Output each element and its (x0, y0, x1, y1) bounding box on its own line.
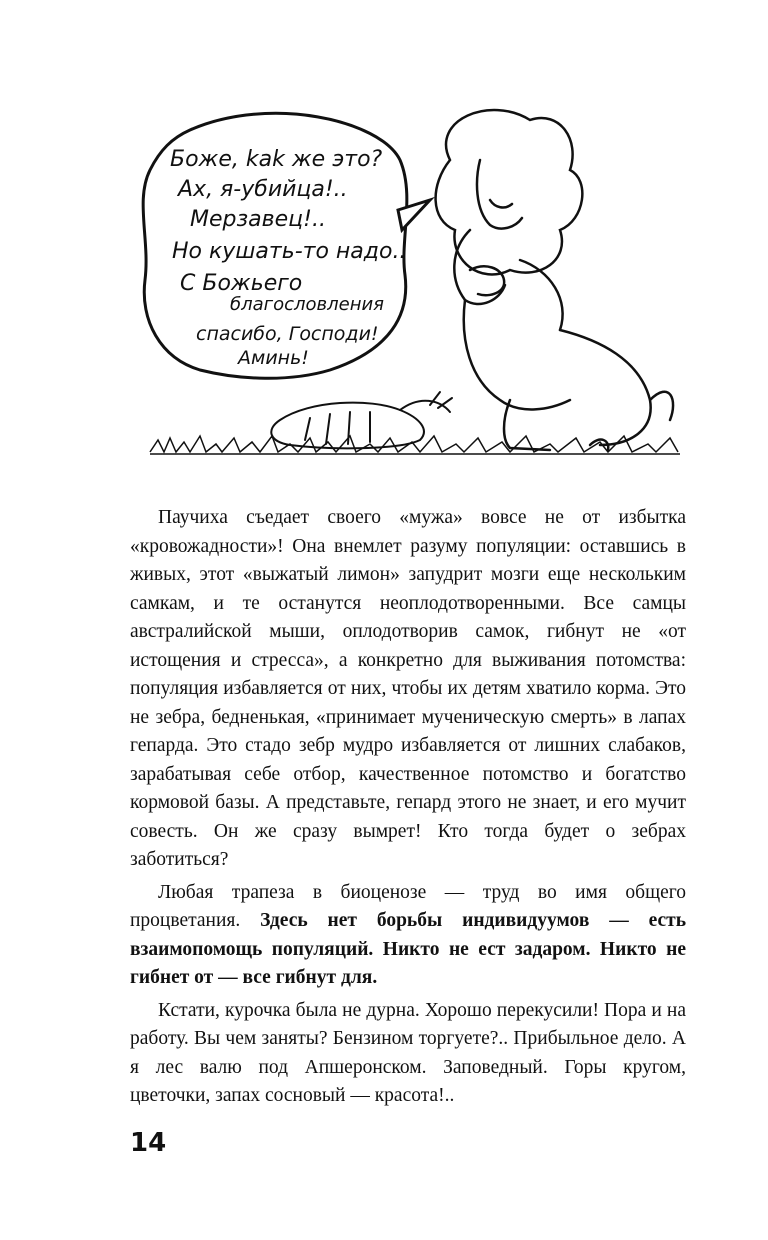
speech-line-5: С Божьего (180, 271, 303, 296)
speech-line-2: Ах, я-убийца!.. (178, 177, 348, 202)
body-text (130, 504, 686, 1115)
zebra-figure (271, 392, 452, 448)
speech-line-6: благословления (230, 294, 385, 315)
paragraph-1: Паучиха съедает своего «мужа» вовсе не от избытка «кровожадности»! Она внемлет разуму популяции: оставшись в живых, этот «выжатый лимон» запудрит мозги еще нескольким самкам, и те останутся неоплодотворенными. Все самцы австралийской мыши, оплодотворив самок, гибнут не «от истощения и стресса», а конкретно для выживания потомства: популяция избавляется от них, чтобы их детям хватило корма. Это не зебра, бедненькая, «принимает мученическую смерть» в лапах гепарда. Это стадо зебр мудро избавляется от лишних слабаков, зарабатывая себе отбор, качественное потомство и богатство кормовой базы. А представьте, гепард этого не знает, и его мучит совесть. Он же сразу вымрет! Кто тогда будет о зебрах заботиться? (130, 507, 686, 870)
speech-line-1: Боже, kak же это? (170, 147, 383, 172)
speech-line-4: Но кушать-то надо.. (172, 239, 407, 264)
speech-line-3: Мерзавец!.. (190, 207, 326, 232)
lion-illustration (130, 100, 690, 480)
paragraph-3: Кстати, курочка была не дурна. Хорошо перекусили! Пора и на работу. Вы чем заняты? Бензином торгуете?.. Прибыльное дело. А я лес валю под Апшеронском. Заповедный. Горы кругом, цветочки, запах сосновый — красота!.. (130, 999, 686, 1106)
lion-drawing (130, 100, 690, 480)
lion-figure (436, 110, 673, 450)
paragraph-2-lead: Любая трапеза в биоценозе — труд во имя общего процветания. (130, 881, 686, 931)
page-number: 14 (130, 1128, 167, 1158)
paragraph-2-bold: Здесь нет борьбы индивидуумов — есть взаимопомощь популяций. Никто не ест задаром. Никто не гибнет от — все гибнут для. (130, 910, 687, 988)
paragraph-2 (130, 879, 686, 993)
speech-line-8: Аминь! (238, 347, 309, 369)
speech-line-7: спасибо, Господи! (196, 323, 379, 345)
